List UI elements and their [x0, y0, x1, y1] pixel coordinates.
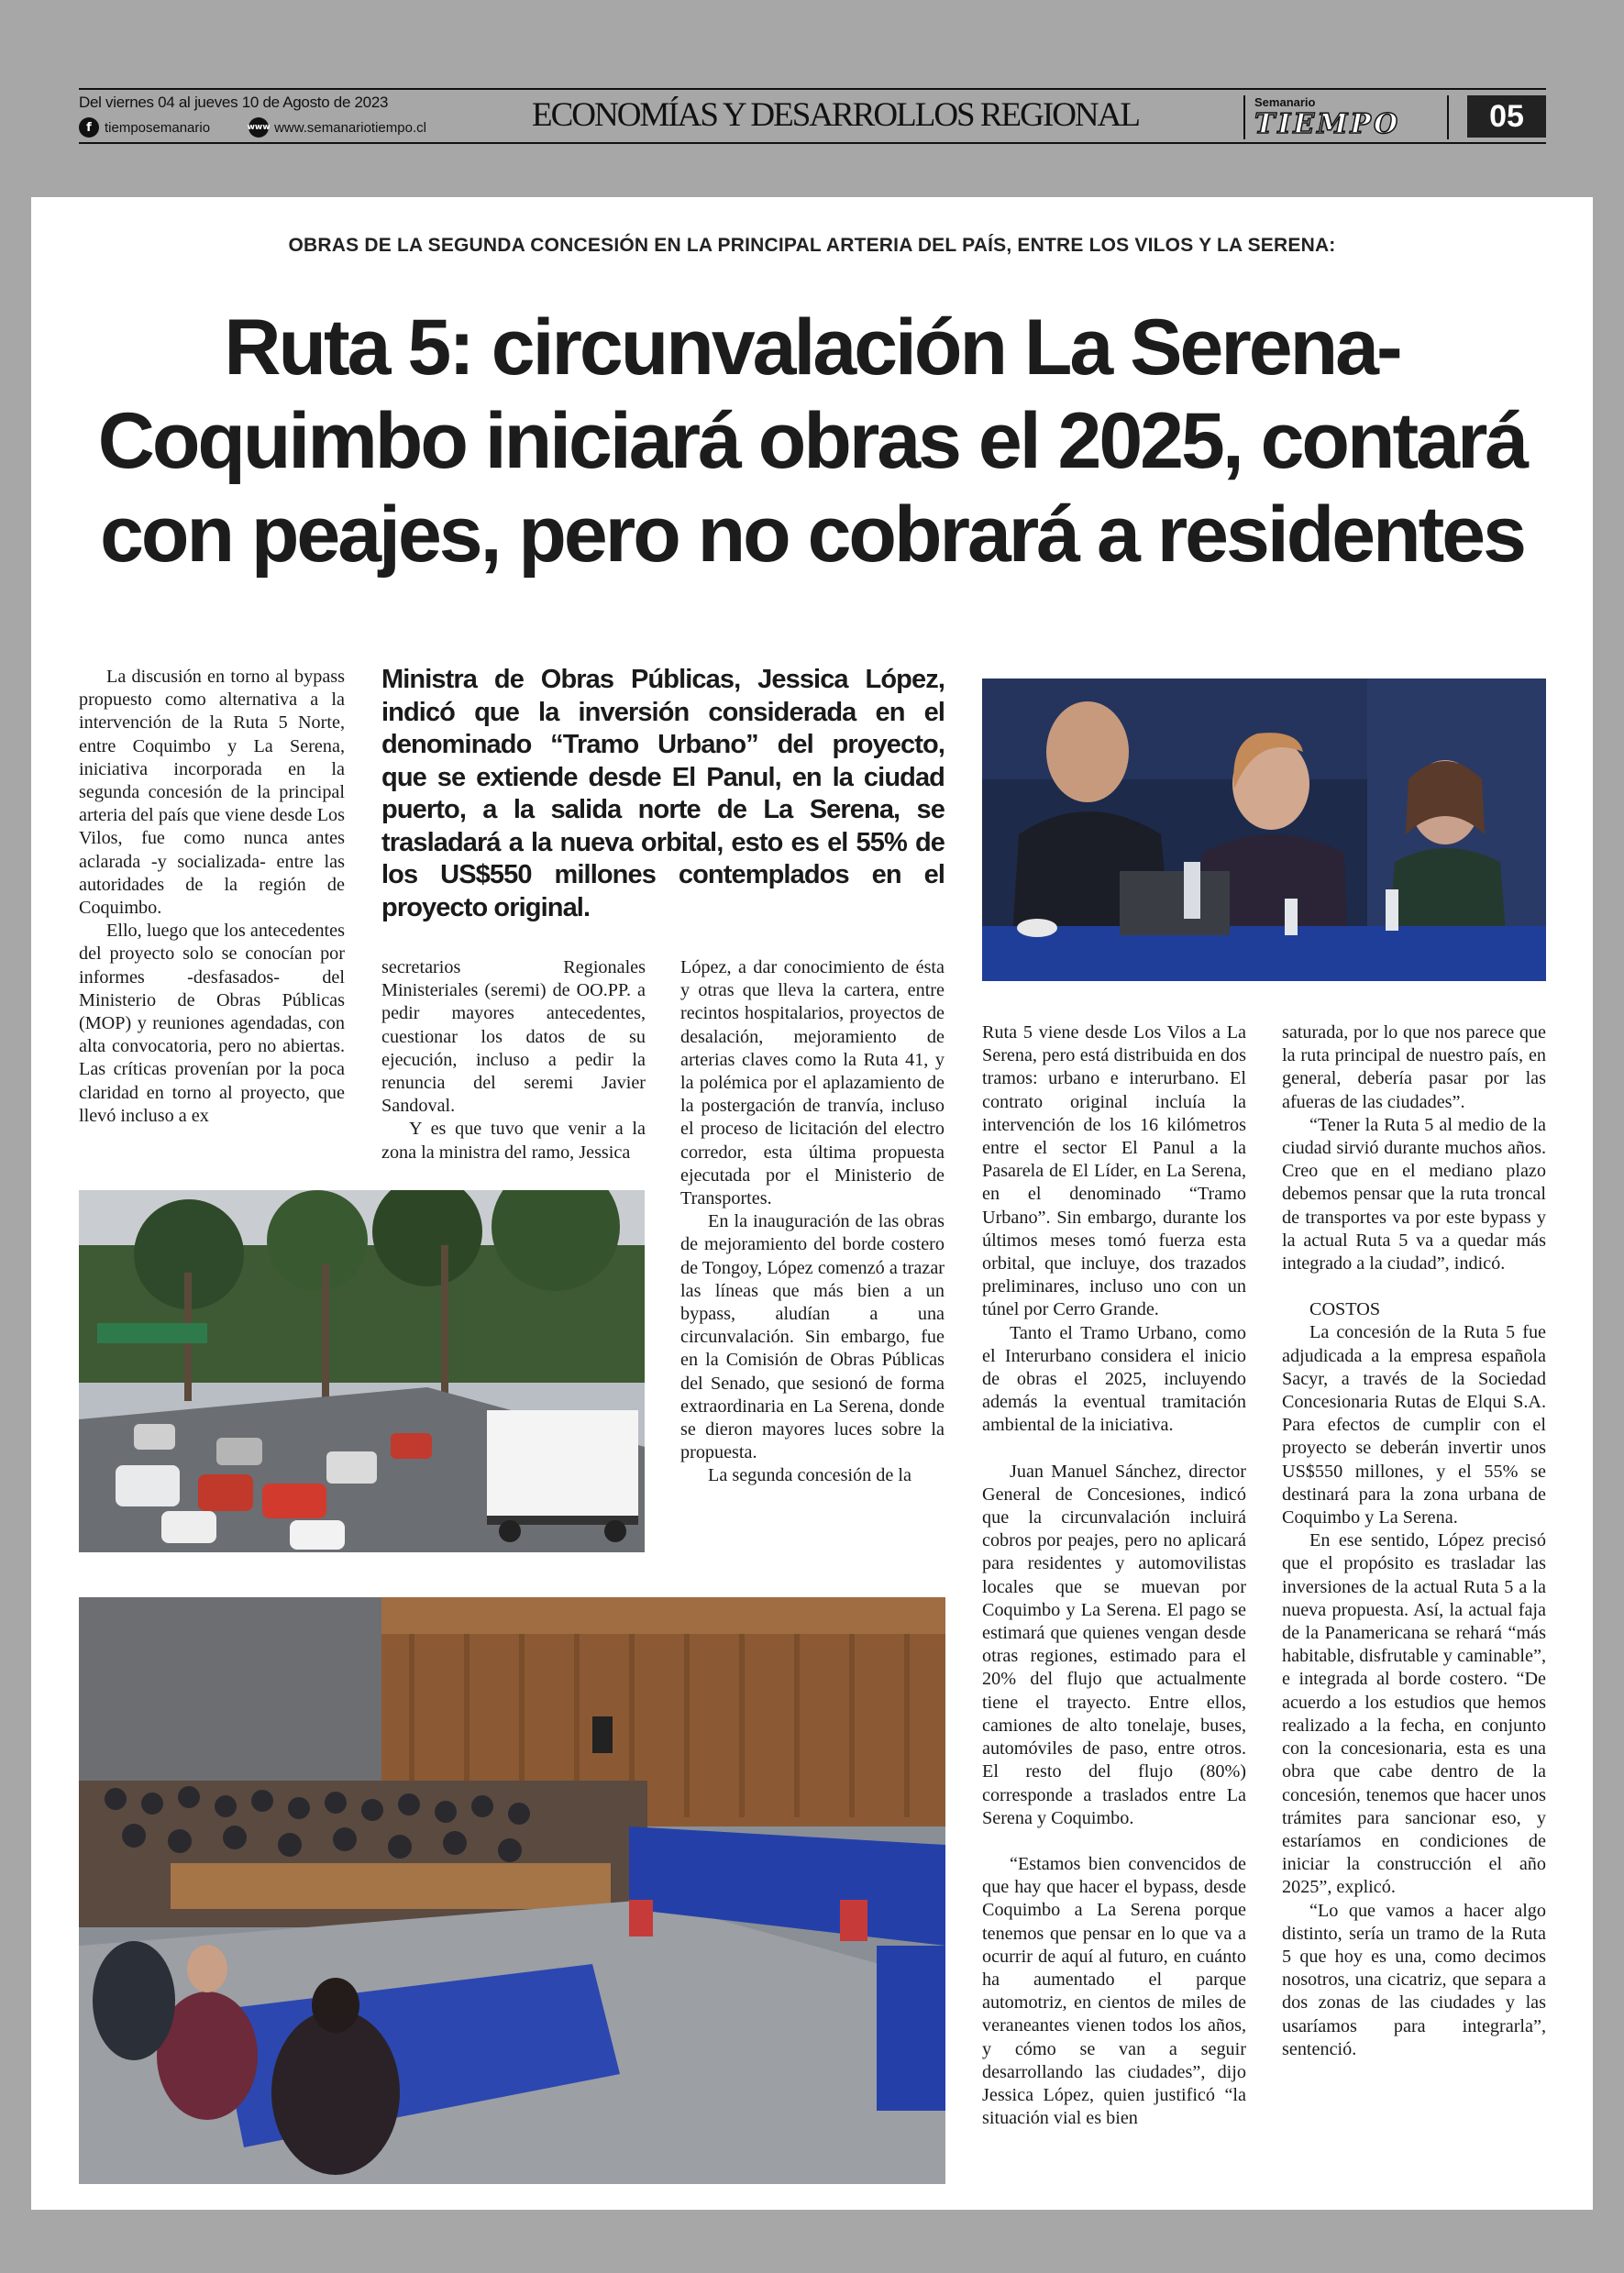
photo-traffic	[79, 1190, 645, 1552]
article-lead: Ministra de Obras Públicas, Jessica López, indicó que la inversión considerada en el denominado “Tramo Urbano” del proyecto, que se extiende desde El Panul, en la ciudad puerto, a la salida norte de La Serena, se trasladará a la nueva orbital, esto es el 55% de los US$550 millones contemplados en el proyecto original.	[381, 665, 945, 922]
paragraph: Tanto el Tramo Urbano, como el Interurbano considera el inicio de obras el 2025, incluyendo además la eventual tramitación ambiental de la iniciativa.	[982, 1322, 1246, 1436]
facebook-handle[interactable]: tiemposemanario	[105, 119, 211, 136]
paragraph: Ello, luego que los antecedentes del proyecto solo se conocían por informes -desfasados- del Ministerio de Obras Públicas (MOP) y reuniones agendadas, con alta convocatoria, pero no abiertas. Las críticas provenían por la poca claridad en torno al proyecto, que llevó incluso a ex	[79, 921, 345, 1126]
social-links	[79, 117, 426, 138]
article-headline: Ruta 5: circunvalación La Serena-Coquimbo iniciará obras el 2025, contará con peajes, pero no cobrará a residentes	[97, 303, 1527, 579]
photo-officials	[982, 679, 1546, 981]
paragraph: La concesión de la Ruta 5 fue adjudicada a la empresa española Sacyr, a través de la Sociedad Concesionaria Rutas de Elqui S.A. Para efectos de cumplir con el proyecto se deberán invertir unos US$550 millones, y el 55% se destinará para la zona urbana de Coquimbo y La Serena.	[1282, 1322, 1546, 1528]
brand-small: Semanario	[1254, 95, 1316, 109]
page-header	[0, 0, 1624, 197]
paragraph: Ruta 5 viene desde Los Vilos a La Serena, pero está distribuida en dos tramos: urbano e interurbano. El contrato original incluía la intervención de los 16 kilómetros entre el sector El Panul a la Pasarela de El Líder, en La Serena, en el denominado “Tramo Urbano”. Sin embargo, durante los últimos meses tomó fuerza esta orbital, que incluye, dos trazados preliminares, incluso uno con un túnel por Cerro Grande.	[982, 1022, 1246, 1320]
brand-logo	[1243, 95, 1449, 139]
page-number: 05	[1467, 95, 1546, 138]
body-column-5	[1282, 1021, 1546, 2061]
article-kicker: OBRAS DE LA SEGUNDA CONCESIÓN EN LA PRINCIPAL ARTERIA DEL PAÍS, ENTRE LOS VILOS Y LA SERENA:	[288, 235, 1336, 256]
brand-name: TIEMPO	[1254, 108, 1401, 140]
paragraph: “Tener la Ruta 5 al medio de la ciudad sirvió durante muchos años. Creo que en el mediano plazo debemos pensar que la ruta troncal de transportes va por este bypass y la actual Ruta 5 va a quedar más integrado a la ciudad”, indicó.	[1282, 1114, 1546, 1274]
body-column-2	[381, 956, 646, 1164]
paragraph: La segunda concesión de la	[708, 1465, 911, 1486]
body-column-3	[680, 956, 945, 1488]
paragraph: En ese sentido, López precisó que el propósito es trasladar las inversiones de la actual Ruta 5 a la nueva propuesta. Así, la actual faja de la Panamericana se rehará “más habitable, disfrutable y caminable”, e integrada al borde costero. “De acuerdo a los estudios que hemos realizado a la fecha, en conjunto con la concesionaria, esta es una obra que cabe dentro de la concesión, tenemos que hacer unos trámites para sancionar eso, y estaríamos en condiciones de iniciar la construcción el año 2025”, explicó.	[1282, 1530, 1546, 1898]
paragraph: “Estamos bien convencidos de que hay que hacer el bypass, desde Coquimbo a La Serena porque tenemos que pensar en lo que va a ocurrir de aquí al futuro, en cuánto ha aumentado el parque automotriz, en cientos de miles de veraneantes vienen todos los años, y cómo se van a seguir desarrollando las ciudades”, dijo Jessica López, quien justificó “la situación vial es bien	[982, 1853, 1246, 2129]
header-rule-top	[79, 88, 1546, 90]
section-title: ECONOMÍAS Y DESARROLLOS REGIONAL	[532, 96, 1139, 134]
facebook-icon: f	[79, 117, 99, 138]
paragraph: Y es que tuvo que venir a la zona la ministra del ramo, Jessica	[381, 1119, 646, 1163]
body-column-4	[982, 1021, 1246, 2130]
body-column-1	[79, 666, 345, 1128]
web-icon: www	[249, 117, 269, 138]
paragraph: En la inauguración de las obras de mejoramiento del borde costero de Tongoy, López comenzó a trazar las líneas que más bien a un bypass, aludían a una circunvalación. Sin embargo, fue en la Comisión de Obras Públicas del Senado, que sesionó de forma extraordinaria en La Serena, donde se dieron mayores luces sobre la propuesta.	[680, 1211, 945, 1463]
paragraph: La discusión en torno al bypass propuesto como alternativa a la intervención de la Ruta 5 Norte, entre Coquimbo y La Serena, iniciativa incorporada en la segunda concesión de la principal arteria del país que viene desde Los Vilos, fue como nunca antes aclarada -y socializada- entre las autoridades de la región de Coquimbo.	[79, 667, 345, 919]
paragraph: secretarios Regionales Ministeriales (seremi) de OO.PP. a pedir mayores antecedentes, cuestionar los datos de su ejecución, incluso a pedir la renuncia del seremi Javier Sandoval.	[381, 957, 646, 1117]
paragraph: Juan Manuel Sánchez, director General de Concesiones, indicó que la circunvalación incluirá cobros por peajes, pero no aplicará para residentes y automovilistas locales que se muevan por Coquimbo y La Serena. El pago se estimará que quienes vengan desde otras regiones, estimado para el 20% del flujo que actualmente tiene el trayecto. Entre ellos, camiones de alto tonelaje, buses, automóviles de paso, entre otros. El resto del flujo (80%) corresponde a traslados entre La Serena y Coquimbo.	[982, 1461, 1246, 1828]
photo-senate-session	[79, 1597, 945, 2184]
paragraph: “Lo que vamos a hacer algo distinto, sería un tramo de la Ruta 5 que hoy es una, como decimos nosotros, una cicatriz, que separa a dos zonas de las ciudades y las usaríamos para integrarla”, sentenció.	[1282, 1900, 1546, 2059]
paragraph: saturada, por lo que nos parece que la ruta principal de nuestro país, en general, debería pasar por las afueras de las ciudades”.	[1282, 1022, 1546, 1112]
header-rule-bottom	[79, 142, 1546, 144]
paragraph: López, a dar conocimiento de ésta y otras que lleva la cartera, entre recintos hospitalarios, proyectos de desalación, mejoramiento de arterias claves como la Ruta 41, y la polémica por el aplazamiento de la postergación de tranvía, incluso el proceso de licitación del electro corredor, esta última propuesta ejecutada por el Ministerio de Transportes.	[680, 957, 945, 1209]
issue-date: Del viernes 04 al jueves 10 de Agosto de 2023	[79, 94, 389, 111]
subheading-costos: COSTOS	[1309, 1299, 1381, 1320]
website-link[interactable]: www.semanariotiempo.cl	[274, 119, 426, 136]
